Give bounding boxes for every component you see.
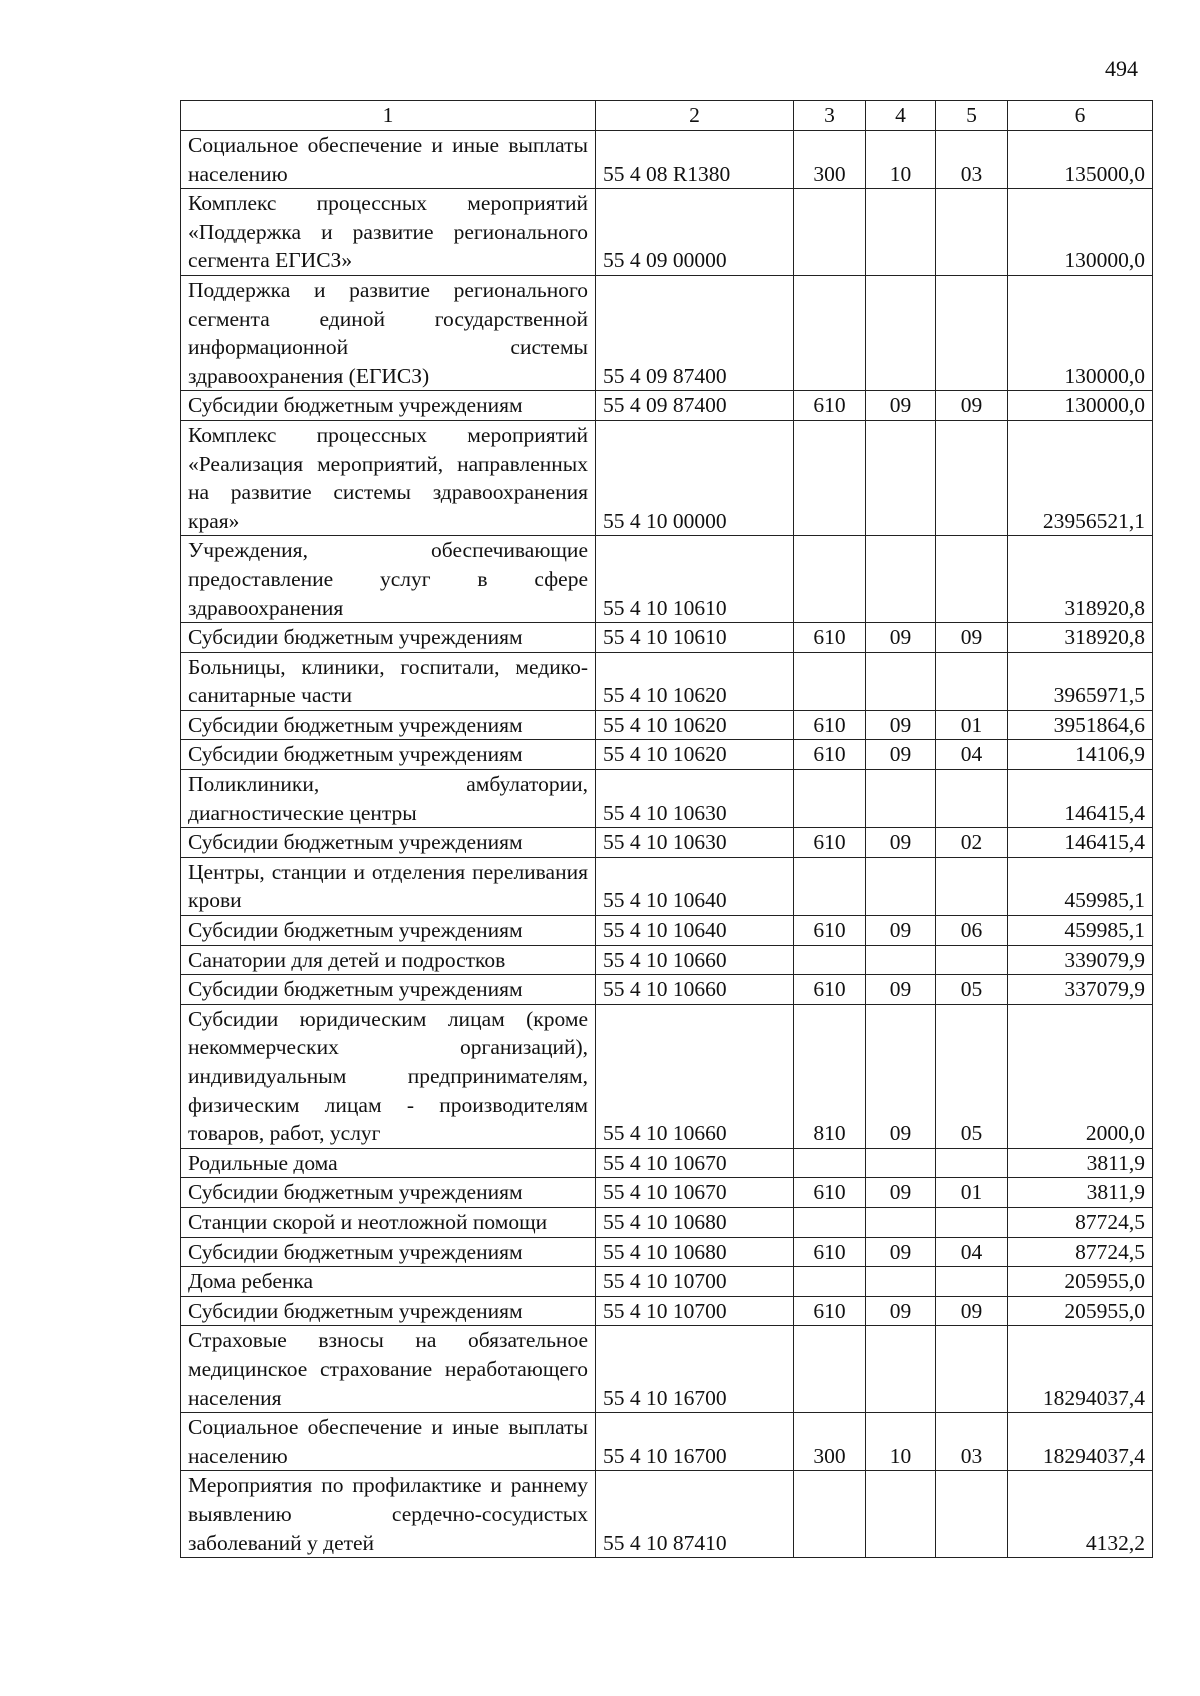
row-amount-cell: 135000,0: [1008, 131, 1153, 189]
row-code-cell: 55 4 10 10640: [596, 857, 794, 915]
table-row: [181, 1267, 1153, 1297]
row-subsection-cell: 04: [936, 1237, 1008, 1267]
table-row: [181, 1148, 1153, 1178]
row-subsection-cell: [936, 420, 1008, 535]
row-expense-type-cell: [794, 275, 866, 390]
row-subsection-cell: 06: [936, 916, 1008, 946]
row-expense-type-cell: 610: [794, 1296, 866, 1326]
row-section-cell: [866, 652, 936, 710]
row-subsection-cell: [936, 770, 1008, 828]
row-amount-cell: 130000,0: [1008, 275, 1153, 390]
table-row: [181, 710, 1153, 740]
row-name-cell: Субсидии бюджетным учреждениям: [181, 740, 596, 770]
header-row: [181, 101, 1153, 131]
row-name-cell: Субсидии бюджетным учреждениям: [181, 975, 596, 1005]
row-expense-type-cell: 610: [794, 623, 866, 653]
row-subsection-cell: 09: [936, 391, 1008, 421]
row-name-cell: Поддержка и развитие регионального сегмента единой государственной информационной системы здравоохранения (ЕГИСЗ): [181, 275, 596, 390]
row-code-cell: 55 4 10 10630: [596, 828, 794, 858]
row-section-cell: [866, 1207, 936, 1237]
row-amount-cell: 337079,9: [1008, 975, 1153, 1005]
row-subsection-cell: 04: [936, 740, 1008, 770]
row-amount-cell: 3965971,5: [1008, 652, 1153, 710]
row-subsection-cell: [936, 275, 1008, 390]
row-expense-type-cell: [794, 945, 866, 975]
row-expense-type-cell: 610: [794, 916, 866, 946]
row-amount-cell: 4132,2: [1008, 1471, 1153, 1558]
row-section-cell: 09: [866, 391, 936, 421]
row-subsection-cell: 09: [936, 623, 1008, 653]
row-expense-type-cell: [794, 857, 866, 915]
column-header-2: 2: [596, 101, 794, 131]
table-row: [181, 1237, 1153, 1267]
row-subsection-cell: 03: [936, 131, 1008, 189]
row-amount-cell: 205955,0: [1008, 1267, 1153, 1297]
row-expense-type-cell: [794, 1267, 866, 1297]
row-section-cell: 09: [866, 828, 936, 858]
row-amount-cell: 2000,0: [1008, 1004, 1153, 1148]
row-amount-cell: 205955,0: [1008, 1296, 1153, 1326]
row-code-cell: 55 4 08 R1380: [596, 131, 794, 189]
row-section-cell: 09: [866, 740, 936, 770]
column-header-6: 6: [1008, 101, 1153, 131]
row-expense-type-cell: [794, 189, 866, 276]
row-name-cell: Больницы, клиники, госпитали, медико-санитарные части: [181, 652, 596, 710]
row-section-cell: [866, 1148, 936, 1178]
row-section-cell: [866, 536, 936, 623]
table-row: [181, 1207, 1153, 1237]
row-section-cell: [866, 420, 936, 535]
row-section-cell: 09: [866, 710, 936, 740]
row-expense-type-cell: 610: [794, 710, 866, 740]
row-amount-cell: 14106,9: [1008, 740, 1153, 770]
table-row: [181, 1326, 1153, 1413]
row-amount-cell: 130000,0: [1008, 391, 1153, 421]
row-name-cell: Субсидии бюджетным учреждениям: [181, 623, 596, 653]
row-subsection-cell: 02: [936, 828, 1008, 858]
row-name-cell: Санатории для детей и подростков: [181, 945, 596, 975]
row-name-cell: Субсидии бюджетным учреждениям: [181, 391, 596, 421]
row-code-cell: 55 4 10 10620: [596, 740, 794, 770]
row-code-cell: 55 4 10 87410: [596, 1471, 794, 1558]
row-amount-cell: 18294037,4: [1008, 1326, 1153, 1413]
row-expense-type-cell: [794, 1207, 866, 1237]
row-subsection-cell: 05: [936, 975, 1008, 1005]
row-name-cell: Комплекс процессных мероприятий «Поддержка и развитие регионального сегмента ЕГИСЗ»: [181, 189, 596, 276]
table-row: [181, 1471, 1153, 1558]
row-expense-type-cell: 610: [794, 740, 866, 770]
row-section-cell: [866, 189, 936, 276]
row-name-cell: Дома ребенка: [181, 1267, 596, 1297]
row-code-cell: 55 4 10 10660: [596, 1004, 794, 1148]
row-section-cell: 09: [866, 1237, 936, 1267]
row-code-cell: 55 4 09 00000: [596, 189, 794, 276]
table-row: [181, 1004, 1153, 1148]
row-code-cell: 55 4 09 87400: [596, 391, 794, 421]
row-code-cell: 55 4 10 10610: [596, 536, 794, 623]
table-row: [181, 652, 1153, 710]
row-subsection-cell: [936, 536, 1008, 623]
row-amount-cell: 87724,5: [1008, 1207, 1153, 1237]
row-expense-type-cell: [794, 652, 866, 710]
page-number: 494: [1105, 56, 1138, 81]
row-name-cell: Поликлиники, амбулатории, диагностические центры: [181, 770, 596, 828]
row-section-cell: [866, 1471, 936, 1558]
row-expense-type-cell: 610: [794, 828, 866, 858]
row-section-cell: 09: [866, 623, 936, 653]
row-expense-type-cell: [794, 1148, 866, 1178]
table-row: [181, 536, 1153, 623]
row-section-cell: [866, 770, 936, 828]
row-section-cell: 10: [866, 131, 936, 189]
row-section-cell: 09: [866, 916, 936, 946]
row-name-cell: Центры, станции и отделения переливания крови: [181, 857, 596, 915]
row-expense-type-cell: [794, 1471, 866, 1558]
row-name-cell: Субсидии бюджетным учреждениям: [181, 1178, 596, 1208]
row-code-cell: 55 4 10 10700: [596, 1296, 794, 1326]
table-row: [181, 770, 1153, 828]
row-name-cell: Субсидии бюджетным учреждениям: [181, 1296, 596, 1326]
row-subsection-cell: [936, 1267, 1008, 1297]
row-name-cell: Станции скорой и неотложной помощи: [181, 1207, 596, 1237]
row-name-cell: Субсидии бюджетным учреждениям: [181, 828, 596, 858]
row-code-cell: 55 4 10 10640: [596, 916, 794, 946]
table-row: [181, 857, 1153, 915]
column-header-1: 1: [181, 101, 596, 131]
row-name-cell: Субсидии бюджетным учреждениям: [181, 916, 596, 946]
table-row: [181, 740, 1153, 770]
row-subsection-cell: [936, 1471, 1008, 1558]
row-subsection-cell: 01: [936, 710, 1008, 740]
row-amount-cell: 87724,5: [1008, 1237, 1153, 1267]
row-code-cell: 55 4 10 10660: [596, 945, 794, 975]
column-header-4: 4: [866, 101, 936, 131]
row-expense-type-cell: [794, 420, 866, 535]
row-expense-type-cell: [794, 770, 866, 828]
row-code-cell: 55 4 10 10670: [596, 1178, 794, 1208]
row-name-cell: Мероприятия по профилактике и раннему выявлению сердечно-сосудистых заболеваний у детей: [181, 1471, 596, 1558]
row-amount-cell: 146415,4: [1008, 828, 1153, 858]
row-expense-type-cell: 300: [794, 131, 866, 189]
table-row: [181, 828, 1153, 858]
row-section-cell: [866, 275, 936, 390]
row-amount-cell: 3951864,6: [1008, 710, 1153, 740]
table-row: [181, 420, 1153, 535]
row-amount-cell: 18294037,4: [1008, 1413, 1153, 1471]
row-name-cell: Субсидии бюджетным учреждениям: [181, 710, 596, 740]
table-row: [181, 189, 1153, 276]
row-name-cell: Учреждения, обеспечивающие предоставление услуг в сфере здравоохранения: [181, 536, 596, 623]
row-amount-cell: 23956521,1: [1008, 420, 1153, 535]
row-amount-cell: 146415,4: [1008, 770, 1153, 828]
row-section-cell: [866, 945, 936, 975]
table-row: [181, 1296, 1153, 1326]
row-expense-type-cell: 810: [794, 1004, 866, 1148]
row-section-cell: [866, 1267, 936, 1297]
row-code-cell: 55 4 10 10660: [596, 975, 794, 1005]
column-header-5: 5: [936, 101, 1008, 131]
row-subsection-cell: [936, 1148, 1008, 1178]
row-subsection-cell: [936, 189, 1008, 276]
column-header-3: 3: [794, 101, 866, 131]
row-expense-type-cell: 610: [794, 975, 866, 1005]
row-subsection-cell: [936, 857, 1008, 915]
table-row: [181, 916, 1153, 946]
row-code-cell: 55 4 10 10680: [596, 1207, 794, 1237]
row-name-cell: Социальное обеспечение и иные выплаты населению: [181, 131, 596, 189]
row-code-cell: 55 4 10 10700: [596, 1267, 794, 1297]
row-name-cell: Социальное обеспечение и иные выплаты населению: [181, 1413, 596, 1471]
row-name-cell: Комплекс процессных мероприятий «Реализация мероприятий, направленных на развитие системы здравоохранения края»: [181, 420, 596, 535]
table-row: [181, 391, 1153, 421]
row-section-cell: 09: [866, 975, 936, 1005]
table-row: [181, 975, 1153, 1005]
row-code-cell: 55 4 10 16700: [596, 1413, 794, 1471]
row-code-cell: 55 4 10 00000: [596, 420, 794, 535]
row-subsection-cell: 01: [936, 1178, 1008, 1208]
row-code-cell: 55 4 09 87400: [596, 275, 794, 390]
row-subsection-cell: 05: [936, 1004, 1008, 1148]
row-section-cell: [866, 857, 936, 915]
table-row: [181, 275, 1153, 390]
row-section-cell: [866, 1326, 936, 1413]
row-code-cell: 55 4 10 10620: [596, 710, 794, 740]
row-section-cell: 09: [866, 1178, 936, 1208]
row-amount-cell: 459985,1: [1008, 857, 1153, 915]
table-row: [181, 131, 1153, 189]
row-subsection-cell: [936, 1326, 1008, 1413]
table-body: [181, 131, 1153, 1558]
row-name-cell: Субсидии юридическим лицам (кроме некоммерческих организаций), индивидуальным предпринимателям, физическим лицам - производителям товаров, работ, услуг: [181, 1004, 596, 1148]
row-code-cell: 55 4 10 16700: [596, 1326, 794, 1413]
row-amount-cell: 130000,0: [1008, 189, 1153, 276]
row-subsection-cell: [936, 1207, 1008, 1237]
table-row: [181, 1413, 1153, 1471]
row-subsection-cell: 09: [936, 1296, 1008, 1326]
row-subsection-cell: [936, 652, 1008, 710]
row-expense-type-cell: [794, 536, 866, 623]
row-name-cell: Родильные дома: [181, 1148, 596, 1178]
table-row: [181, 1178, 1153, 1208]
table-row: [181, 945, 1153, 975]
row-amount-cell: 3811,9: [1008, 1148, 1153, 1178]
row-amount-cell: 459985,1: [1008, 916, 1153, 946]
row-code-cell: 55 4 10 10680: [596, 1237, 794, 1267]
row-code-cell: 55 4 10 10610: [596, 623, 794, 653]
table-row: [181, 623, 1153, 653]
row-expense-type-cell: 610: [794, 391, 866, 421]
row-code-cell: 55 4 10 10630: [596, 770, 794, 828]
row-subsection-cell: [936, 945, 1008, 975]
row-amount-cell: 3811,9: [1008, 1178, 1153, 1208]
row-section-cell: 09: [866, 1296, 936, 1326]
row-expense-type-cell: 610: [794, 1237, 866, 1267]
row-expense-type-cell: [794, 1326, 866, 1413]
row-subsection-cell: 03: [936, 1413, 1008, 1471]
row-amount-cell: 339079,9: [1008, 945, 1153, 975]
row-expense-type-cell: 610: [794, 1178, 866, 1208]
row-code-cell: 55 4 10 10620: [596, 652, 794, 710]
row-section-cell: 10: [866, 1413, 936, 1471]
row-amount-cell: 318920,8: [1008, 536, 1153, 623]
row-expense-type-cell: 300: [794, 1413, 866, 1471]
row-amount-cell: 318920,8: [1008, 623, 1153, 653]
row-section-cell: 09: [866, 1004, 936, 1148]
row-name-cell: Страховые взносы на обязательное медицинское страхование неработающего населения: [181, 1326, 596, 1413]
row-name-cell: Субсидии бюджетным учреждениям: [181, 1237, 596, 1267]
row-code-cell: 55 4 10 10670: [596, 1148, 794, 1178]
budget-table: [180, 100, 1153, 1558]
